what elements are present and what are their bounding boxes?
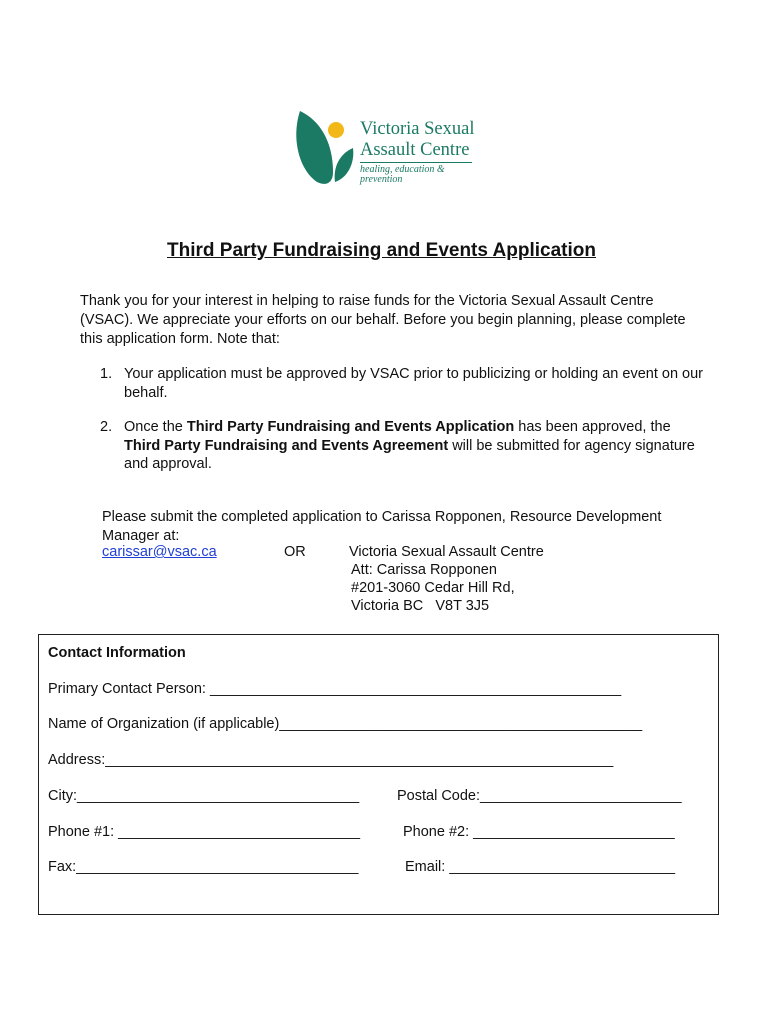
list-number: 2. — [100, 419, 113, 435]
contact-information-box — [38, 634, 719, 915]
email-link[interactable]: carissar@vsac.ca — [102, 544, 217, 560]
submit-instructions: Please submit the completed application to Carissa Ropponen, Resource Development Manager at: — [102, 509, 662, 544]
list-text-pre: Once the — [124, 419, 187, 435]
contact-heading: Contact Information — [48, 645, 186, 661]
address-line: #201-3060 Cedar Hill Rd, — [351, 580, 515, 596]
logo-divider — [360, 162, 472, 163]
list-text — [124, 418, 704, 474]
vsac-logo — [293, 108, 483, 188]
primary-contact-field[interactable]: Primary Contact Person: ___________________________________________________ — [48, 681, 622, 697]
phone-1-field[interactable]: Phone #1: ______________________________ — [48, 824, 361, 840]
address-line: Victoria BC V8T 3J5 — [351, 598, 490, 614]
address-line: Victoria Sexual Assault Centre — [349, 544, 544, 560]
application-name: Third Party Fundraising and Events Application — [186, 419, 515, 435]
address-line: Att: Carissa Ropponen — [351, 562, 497, 578]
logo-line-2: Assault Centre — [360, 140, 470, 160]
leaf-logo-icon — [293, 108, 363, 188]
agreement-name: Third Party Fundraising and Events Agreement — [124, 437, 449, 454]
list-text-post: will be submitted for agency signature and approval. — [124, 437, 695, 472]
list-number: 1. — [100, 366, 113, 382]
logo-tagline: healing, education & prevention — [360, 164, 445, 185]
list-text-mid: has been approved, the — [514, 419, 671, 435]
city-field[interactable]: City:___________________________________ — [48, 788, 360, 804]
logo-line-1: Victoria Sexual — [360, 119, 475, 139]
phone-2-field[interactable]: Phone #2: _________________________ — [403, 824, 675, 840]
email-field[interactable]: Email: ____________________________ — [405, 859, 676, 875]
or-label: OR — [284, 544, 306, 560]
intro-paragraph: Thank you for your interest in helping to raise funds for the Victoria Sexual Assault Centre (VSAC). We appreciate your efforts on our behalf. Before you begin planning, please complete this application form. Note that: — [80, 293, 686, 347]
postal-code-field[interactable]: Postal Code:_________________________ — [397, 788, 682, 804]
fax-field[interactable]: Fax:___________________________________ — [48, 859, 359, 875]
organization-field[interactable]: Name of Organization (if applicable)_____________________________________________ — [48, 716, 643, 732]
address-field[interactable]: Address:_______________________________________________________________ — [48, 752, 614, 768]
list-text: Your application must be approved by VSAC prior to publicizing or holding an event on our behalf. — [124, 366, 704, 401]
page-title: Third Party Fundraising and Events Application — [167, 240, 596, 261]
